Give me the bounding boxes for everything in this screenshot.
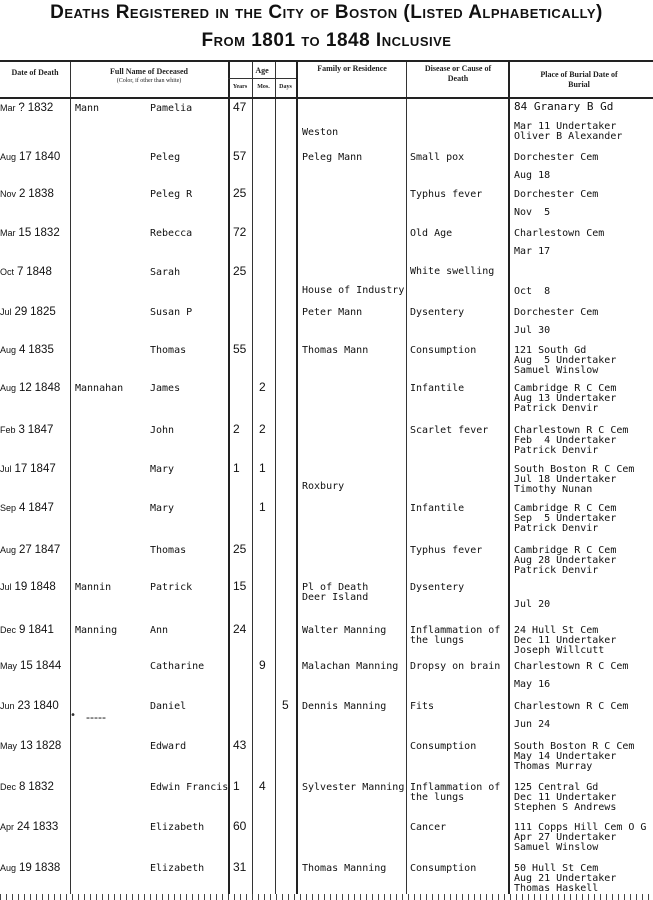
family-residence: Walter Manning bbox=[302, 625, 387, 636]
death-date bbox=[0, 545, 60, 555]
age-months: 1 bbox=[259, 500, 266, 514]
column-rule bbox=[296, 62, 298, 898]
death-month: Mar bbox=[0, 103, 16, 113]
death-year: 1838 bbox=[28, 188, 54, 200]
death-day: 8 bbox=[18, 781, 26, 793]
death-day: 9 bbox=[18, 624, 26, 636]
column-rule bbox=[406, 62, 407, 898]
burial-place: Charlestown R C Cem bbox=[514, 661, 629, 672]
burial-undertaker: Aug 18 bbox=[514, 170, 551, 181]
burial-place: 111 Copps Hill Cem O G bbox=[514, 822, 647, 833]
family-residence: Sylvester Manning bbox=[302, 782, 405, 793]
death-year: 1841 bbox=[28, 624, 54, 636]
given-name: Daniel bbox=[150, 701, 187, 712]
death-year: 1832 bbox=[34, 227, 60, 239]
age-years: 31 bbox=[233, 860, 247, 874]
burial-place: 125 Central Gd bbox=[514, 782, 599, 793]
cause-of-death: Inflammation of bbox=[410, 782, 501, 793]
cause-of-death: Typhus fever bbox=[410, 189, 483, 200]
death-date bbox=[0, 863, 60, 873]
cause-of-death: Small pox bbox=[410, 152, 465, 163]
death-month: Sep bbox=[0, 503, 17, 513]
burial-detail: Sep 5 Undertaker bbox=[514, 513, 617, 524]
age-years: 25 bbox=[233, 264, 247, 278]
burial-place: Charlestown R C Cem bbox=[514, 425, 629, 436]
death-day: 13 bbox=[19, 740, 33, 752]
given-name: John bbox=[150, 425, 175, 436]
cause-of-death: Fits bbox=[410, 701, 435, 712]
age-months: 1 bbox=[259, 461, 266, 475]
cause-of-death: Inflammation of bbox=[410, 625, 501, 636]
death-month: Aug bbox=[0, 383, 17, 393]
death-date bbox=[0, 189, 54, 199]
header-rule bbox=[0, 97, 653, 99]
death-month: Aug bbox=[0, 863, 17, 873]
death-month: May bbox=[0, 661, 18, 671]
death-month: Jul bbox=[0, 464, 12, 474]
cause-of-death: Dropsy on brain bbox=[410, 661, 501, 672]
given-name: Edward bbox=[150, 741, 187, 752]
death-day: 3 bbox=[18, 424, 25, 436]
given-name: Ann bbox=[150, 625, 169, 636]
column-rule bbox=[252, 62, 253, 898]
death-day: 2 bbox=[18, 188, 26, 200]
burial-undertaker: Patrick Denvir bbox=[514, 445, 599, 456]
header-name-note: (Color, if other than white) bbox=[116, 78, 182, 84]
death-month: Aug bbox=[0, 345, 17, 355]
family-residence-line2: Deer Island bbox=[302, 592, 369, 603]
age-years: 55 bbox=[233, 342, 247, 356]
burial-detail: Jul 18 Undertaker bbox=[514, 474, 617, 485]
death-date bbox=[0, 152, 60, 162]
given-name: Rebecca bbox=[150, 228, 193, 239]
age-years: 72 bbox=[233, 225, 247, 239]
burial-place: Cambridge R C Cem bbox=[514, 383, 617, 394]
burial-detail: Dec 11 Undertaker bbox=[514, 792, 617, 803]
given-name: Susan P bbox=[150, 307, 193, 318]
age-years: 43 bbox=[233, 738, 247, 752]
death-month: Nov bbox=[0, 189, 17, 199]
family-residence: Malachan Manning bbox=[302, 661, 399, 672]
burial-place: Dorchester Cem bbox=[514, 307, 599, 318]
age-years: 25 bbox=[233, 542, 247, 556]
death-month: Dec bbox=[0, 625, 17, 635]
death-date bbox=[0, 582, 56, 592]
surname: Manning bbox=[75, 625, 118, 636]
cause-of-death: Cancer bbox=[410, 822, 447, 833]
burial-undertaker: Stephen S Andrews bbox=[514, 802, 617, 813]
family-residence: Thomas Mann bbox=[302, 345, 369, 356]
death-year: 1848 bbox=[30, 581, 56, 593]
death-date bbox=[0, 345, 54, 355]
death-month: Apr bbox=[0, 822, 15, 832]
burial-undertaker: Mar 17 bbox=[514, 246, 551, 257]
death-month: Aug bbox=[0, 152, 17, 162]
column-rule bbox=[275, 62, 276, 898]
burial-undertaker: Patrick Denvir bbox=[514, 565, 599, 576]
header-days: Days bbox=[279, 84, 292, 90]
surname: Mannahan bbox=[75, 383, 124, 394]
death-date bbox=[0, 383, 60, 393]
given-name: Thomas bbox=[150, 345, 187, 356]
death-year: 1835 bbox=[28, 344, 54, 356]
given-name: Peleg R bbox=[150, 189, 193, 200]
death-date bbox=[0, 464, 56, 474]
death-day: 4 bbox=[18, 502, 26, 514]
death-year: 1847 bbox=[27, 424, 54, 436]
column-rule bbox=[508, 62, 510, 898]
burial-undertaker: Thomas Haskell bbox=[514, 883, 599, 894]
given-name: Elizabeth bbox=[150, 863, 205, 874]
surname: Mann bbox=[75, 103, 100, 114]
burial-place: Dorchester Cem bbox=[514, 152, 599, 163]
age-years: 57 bbox=[233, 149, 247, 163]
burial-detail: Aug 13 Undertaker bbox=[514, 393, 617, 404]
death-day: 19 bbox=[18, 862, 32, 874]
header-age: Age bbox=[255, 66, 269, 75]
burial-place: South Boston R C Cem bbox=[514, 464, 635, 475]
column-rule bbox=[70, 62, 71, 898]
death-day: 29 bbox=[14, 306, 28, 318]
page-edge bbox=[0, 894, 653, 900]
family-residence-line2: Roxbury bbox=[302, 481, 345, 492]
death-date bbox=[0, 822, 58, 832]
death-date bbox=[0, 782, 54, 792]
burial-place: 121 South Gd bbox=[514, 345, 587, 356]
death-year: 1847 bbox=[34, 544, 61, 556]
cause-of-death: Consumption bbox=[410, 345, 477, 356]
header-name bbox=[70, 67, 228, 85]
death-date bbox=[0, 267, 52, 277]
burial-detail: Dec 11 Undertaker bbox=[514, 635, 617, 646]
death-date bbox=[0, 661, 61, 671]
family-residence: Peleg Mann bbox=[302, 152, 363, 163]
death-date bbox=[0, 103, 53, 113]
given-name: Edwin Francis bbox=[150, 782, 229, 793]
death-day: 19 bbox=[14, 581, 28, 593]
header-years: Years bbox=[232, 84, 248, 90]
given-name: Sarah bbox=[150, 267, 181, 278]
family-residence: Pl of Death bbox=[302, 582, 369, 593]
age-years: 1 bbox=[233, 779, 240, 793]
given-name: Mary bbox=[150, 503, 175, 514]
death-day: 15 bbox=[19, 660, 33, 672]
burial-detail: Apr 27 Undertaker bbox=[514, 832, 617, 843]
ink-dot: • bbox=[70, 710, 77, 721]
header-disease: Disease or Cause of Death bbox=[424, 64, 492, 83]
death-year: 1832 bbox=[27, 102, 54, 114]
death-month: Mar bbox=[0, 228, 16, 238]
age-days: 5 bbox=[282, 698, 289, 712]
burial-detail: May 14 Undertaker bbox=[514, 751, 617, 762]
given-name: Catharine bbox=[150, 661, 205, 672]
burial-undertaker: Jun 24 bbox=[514, 719, 551, 730]
burial-undertaker: Oct 8 bbox=[514, 286, 551, 297]
burial-place: Cambridge R C Cem bbox=[514, 503, 617, 514]
death-day: 17 bbox=[18, 151, 32, 163]
burial-place: Cambridge R C Cem bbox=[514, 545, 617, 556]
burial-undertaker: Thomas Murray bbox=[514, 761, 593, 772]
death-year: 1840 bbox=[34, 151, 61, 163]
given-name: James bbox=[150, 383, 181, 394]
age-months: 9 bbox=[259, 658, 266, 672]
burial-detail: Feb 4 Undertaker bbox=[514, 435, 617, 446]
death-day: 7 bbox=[16, 266, 24, 278]
burial-undertaker: Joseph Willcutt bbox=[514, 645, 605, 656]
family-residence: Weston bbox=[302, 127, 339, 138]
burial-place: Charlestown R C Cem bbox=[514, 701, 629, 712]
age-years: 15 bbox=[233, 579, 247, 593]
death-year: 1847 bbox=[30, 463, 56, 475]
cause-of-death: Typhus fever bbox=[410, 545, 483, 556]
death-day: 4 bbox=[18, 344, 26, 356]
burial-undertaker: Samuel Winslow bbox=[514, 365, 599, 376]
page-title: Deaths Registered in the City of Boston (Listed Alphabetically) bbox=[50, 2, 603, 23]
death-day: 23 bbox=[17, 700, 31, 712]
age-years: 60 bbox=[233, 819, 247, 833]
burial-place: Charlestown Cem bbox=[514, 228, 605, 239]
death-year: 1833 bbox=[32, 821, 59, 833]
death-day: 12 bbox=[18, 382, 32, 394]
burial-undertaker: Timothy Nunan bbox=[514, 484, 593, 495]
burial-detail: Aug 5 Undertaker bbox=[514, 355, 617, 366]
header-date: Date of Death bbox=[11, 68, 59, 77]
death-date bbox=[0, 503, 54, 513]
cause-of-death: Infantile bbox=[410, 503, 465, 514]
death-month: Jul bbox=[0, 582, 12, 592]
cause-of-death: Scarlet fever bbox=[410, 425, 489, 436]
burial-undertaker: Patrick Denvir bbox=[514, 523, 599, 534]
column-rule bbox=[228, 62, 230, 898]
page-subtitle: From 1801 to 1848 Inclusive bbox=[201, 30, 452, 51]
surname-dash: ----- bbox=[86, 710, 106, 724]
family-residence: Thomas Manning bbox=[302, 863, 387, 874]
death-month: Dec bbox=[0, 782, 17, 792]
death-day: 24 bbox=[16, 821, 30, 833]
death-year: 1825 bbox=[30, 306, 56, 318]
cause-of-death-line2: the lungs bbox=[410, 792, 465, 803]
death-day: ? bbox=[18, 102, 25, 114]
death-date bbox=[0, 228, 60, 238]
death-date bbox=[0, 125, 6, 135]
burial-detail: Aug 21 Undertaker bbox=[514, 873, 617, 884]
burial-undertaker: Samuel Winslow bbox=[514, 842, 599, 853]
age-subheader-rule bbox=[228, 78, 296, 79]
death-year: 1832 bbox=[28, 781, 54, 793]
death-year: 1828 bbox=[35, 740, 62, 752]
age-years: 47 bbox=[233, 100, 247, 114]
register-table bbox=[0, 60, 653, 900]
age-years: 25 bbox=[233, 186, 247, 200]
cause-of-death: Infantile bbox=[410, 383, 465, 394]
cause-of-death: Dysentery bbox=[410, 582, 465, 593]
burial-undertaker: May 16 bbox=[514, 679, 551, 690]
burial-place: South Boston R C Cem bbox=[514, 741, 635, 752]
age-months: 4 bbox=[259, 779, 266, 793]
death-date bbox=[0, 625, 54, 635]
death-date bbox=[0, 425, 53, 435]
surname: Mannin bbox=[75, 582, 112, 593]
cause-of-death: Old Age bbox=[410, 228, 453, 239]
cause-of-death: Dysentery bbox=[410, 307, 465, 318]
header-name-label: Full Name of Deceased bbox=[110, 67, 188, 76]
given-name: Peleg bbox=[150, 152, 181, 163]
given-name: Thomas bbox=[150, 545, 187, 556]
death-day: 17 bbox=[14, 463, 28, 475]
burial-undertaker: Patrick Denvir bbox=[514, 403, 599, 414]
burial-undertaker: Nov 5 bbox=[514, 207, 551, 218]
burial-place: 84 Granary B Gd bbox=[514, 100, 614, 113]
death-month: Aug bbox=[0, 545, 17, 555]
family-residence-line2: House of Industry bbox=[302, 285, 405, 296]
death-year: 1848 bbox=[26, 266, 52, 278]
burial-detail: Oliver B Alexander bbox=[514, 131, 623, 142]
death-month: May bbox=[0, 741, 18, 751]
burial-place: Mar 11 Undertaker bbox=[514, 121, 617, 132]
given-name: Mary bbox=[150, 464, 175, 475]
age-years: 1 bbox=[233, 461, 240, 475]
given-name: Pamelia bbox=[150, 103, 193, 114]
family-residence: Dennis Manning bbox=[302, 701, 387, 712]
burial-undertaker: Jul 30 bbox=[514, 325, 551, 336]
family-residence: Peter Mann bbox=[302, 307, 363, 318]
age-years: 24 bbox=[233, 622, 247, 636]
age-months: 2 bbox=[259, 380, 266, 394]
given-name: Patrick bbox=[150, 582, 193, 593]
burial-detail: Aug 28 Undertaker bbox=[514, 555, 617, 566]
cause-of-death: Consumption bbox=[410, 863, 477, 874]
death-month: Feb bbox=[0, 425, 16, 435]
header-mos: Mos. bbox=[257, 84, 270, 90]
death-year: 1847 bbox=[28, 502, 54, 514]
header-family: Family or Residence bbox=[317, 64, 387, 73]
death-month: Jul bbox=[0, 307, 12, 317]
given-name: Elizabeth bbox=[150, 822, 205, 833]
burial-place: 50 Hull St Cem bbox=[514, 863, 599, 874]
age-months: 2 bbox=[259, 422, 266, 436]
death-date bbox=[0, 701, 59, 711]
death-day: 15 bbox=[18, 227, 32, 239]
cause-of-death: Consumption bbox=[410, 741, 477, 752]
cause-of-death-line2: the lungs bbox=[410, 635, 465, 646]
death-year: 1844 bbox=[35, 660, 62, 672]
burial-place: 24 Hull St Cem bbox=[514, 625, 599, 636]
death-year: 1838 bbox=[34, 862, 61, 874]
death-month: Jun bbox=[0, 701, 15, 711]
death-month: Oct bbox=[0, 267, 15, 277]
cause-of-death-line2: White swelling bbox=[410, 266, 495, 277]
death-year: 1840 bbox=[33, 700, 59, 712]
death-date bbox=[0, 741, 61, 751]
death-year: 1848 bbox=[34, 382, 61, 394]
death-date bbox=[0, 307, 56, 317]
burial-place: Dorchester Cem bbox=[514, 189, 599, 200]
header-burial: Place of Burial Date of Burial bbox=[540, 70, 618, 89]
age-years: 2 bbox=[233, 422, 240, 436]
death-day: 27 bbox=[18, 544, 32, 556]
burial-undertaker: Jul 20 bbox=[514, 599, 551, 610]
